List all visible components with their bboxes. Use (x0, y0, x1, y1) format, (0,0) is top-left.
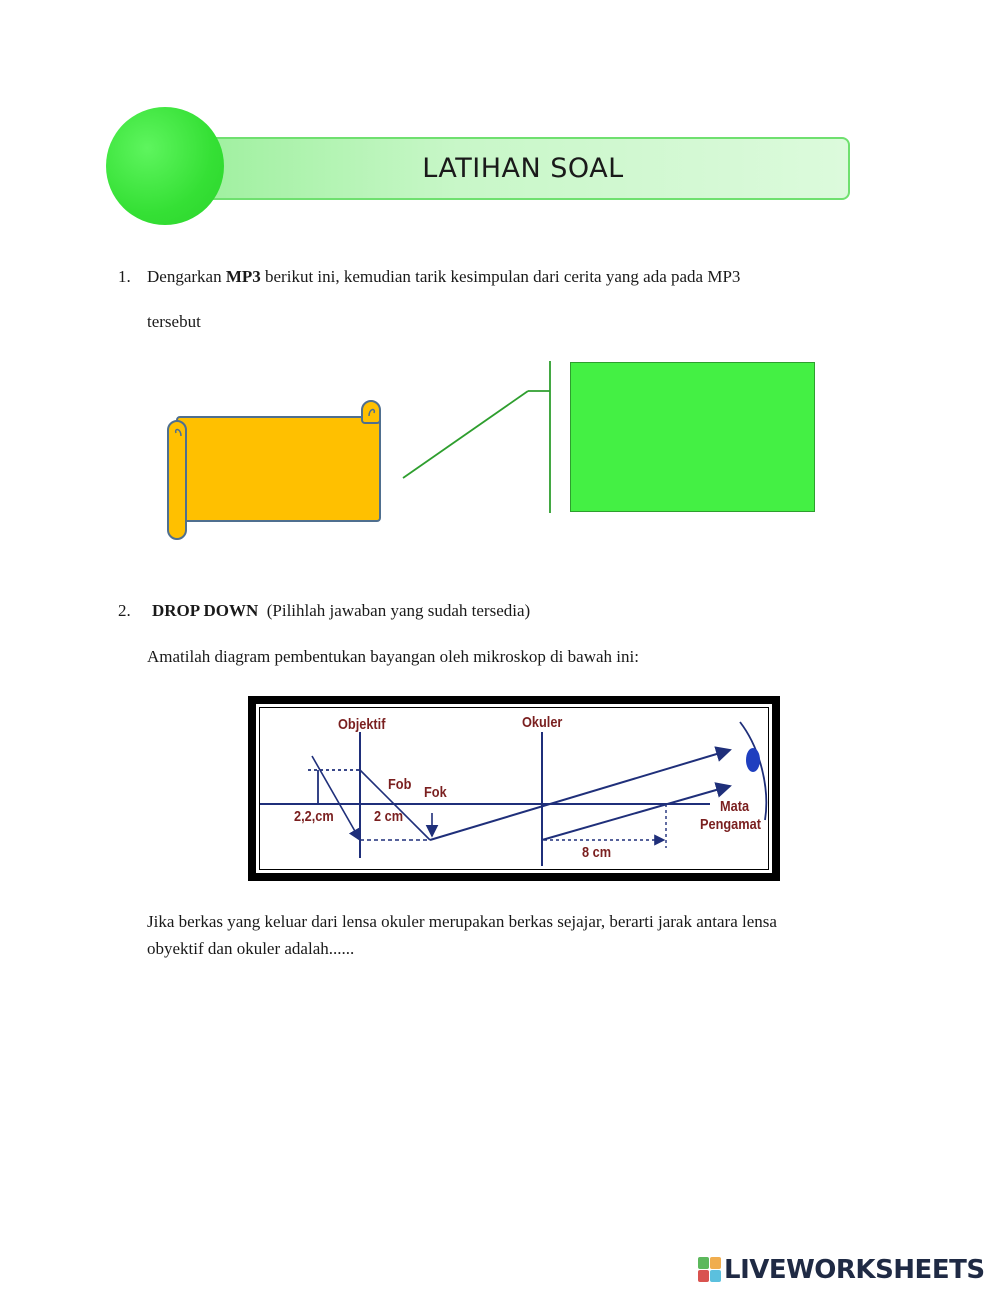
mp3-scroll-left-roll (167, 420, 187, 540)
question-1-number: 1. (118, 267, 131, 286)
label-okuler: Okuler (522, 714, 563, 731)
page-title: LATIHAN SOAL (422, 153, 624, 184)
liveworksheets-logo (698, 1254, 985, 1286)
diagram-lines (260, 708, 772, 873)
question-1-text-line2: tersebut (147, 312, 201, 331)
liveworksheets-logo-icon (698, 1257, 722, 1283)
mp3-scroll[interactable] (176, 416, 381, 522)
question-2-bold: DROP DOWN (152, 601, 259, 620)
label-fok: Fok (424, 784, 447, 801)
question-2-title: DROP DOWN (Pilihlah jawaban yang sudah tersedia) (152, 601, 531, 620)
scroll-curl-left-icon (172, 424, 184, 438)
question-2-instruction: Amatilah diagram pembentukan bayangan oleh mikroskop di bawah ini: (147, 647, 639, 666)
label-2-2cm: 2,2,cm (294, 808, 334, 825)
liveworksheets-logo-text: LIVEWORKSHEETS (724, 1255, 985, 1285)
label-fob: Fob (388, 776, 412, 793)
question-1-text: Dengarkan MP3 berikut ini, kemudian tarik kesimpulan dari cerita yang ada pada MP3 (147, 267, 741, 286)
question-2-line1: Jika berkas yang keluar dari lensa okuler merupakan berkas sejajar, berarti jarak antara lensa (147, 912, 777, 931)
label-mata: Mata (720, 798, 750, 815)
question-1-bold: MP3 (225, 267, 261, 286)
label-8cm: 8 cm (582, 844, 612, 861)
question-2-number: 2. (118, 601, 131, 620)
label-2cm: 2 cm (374, 808, 404, 825)
question-2-line2: obyektif dan okuler adalah...... (147, 939, 355, 958)
label-pengamat: Pengamat (700, 816, 761, 833)
answer-box[interactable] (570, 362, 815, 512)
connector-line (400, 358, 560, 516)
microscope-diagram (248, 696, 780, 881)
label-objektif: Objektif (338, 716, 386, 733)
scroll-curl-icon (366, 404, 378, 418)
